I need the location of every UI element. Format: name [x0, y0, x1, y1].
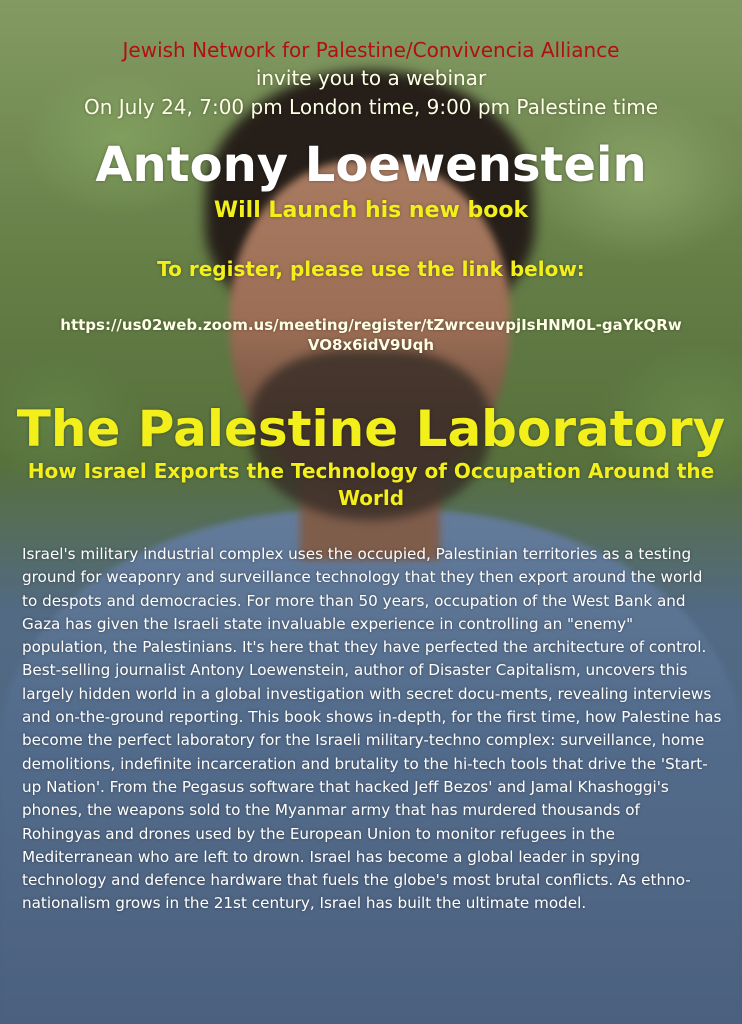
- book-subtitle: How Israel Exports the Technology of Occupation Around the World: [27, 459, 715, 510]
- organizer-name: Jewish Network for Palestine/Convivencia Alliance: [122, 38, 620, 62]
- book-description: [22, 543, 722, 916]
- author-name: Antony Loewenstein: [95, 137, 647, 193]
- event-date-time: On July 24, 7:00 pm London time, 9:00 pm Palestine time: [83, 95, 659, 119]
- description-paragraph-1: Israel's military industrial complex uses the occupied, Palestinian territories as a testing ground for weaponry and surveillance technology that they then export around the world to despots and democracies. For more than 50 years, occupation of the West Bank and Gaza has given the Israeli state invaluable experience in controlling an "enemy" population, the Palestinians. It's here that they have perfected the architecture of control.: [22, 545, 707, 657]
- invite-line: invite you to a webinar: [255, 66, 487, 90]
- launch-line: Will Launch his new book: [213, 198, 529, 223]
- book-title: The Palestine Laboratory: [16, 400, 726, 458]
- description-paragraph-2: Best-selling journalist Antony Loewenstein, author of Disaster Capitalism, uncovers this largely hidden world in a global investigation with secret docu-ments, revealing interviews and on-the-ground reporting. This book shows in-depth, for the first time, how Palestine has become the perfect laboratory for the Israeli military-techno complex: surveillance, home demolitions, indefinite incarceration and brutality to the hi-tech tools that drive the 'Start-up Nation'. From the Pegasus software that hacked Jeff Bezos' and Jamal Khashoggi's phones, the weapons sold to the Myanmar army that has murdered thousands of Rohingyas and drones used by the European Union to monitor refugees in the Mediterranean who are left to drown. Israel has become a global leader in spying technology and defence hardware that fuels the globe's most brutal conflicts. As ethno-nationalism grows in the 21st century, Israel has built the ultimate model.: [22, 661, 722, 913]
- registration-link[interactable]: https://us02web.zoom.us/meeting/register/tZwrceuvpjIsHNM0L-gaYkQRwVO8x6idV9Uqh: [60, 316, 682, 354]
- register-prompt: To register, please use the link below:: [157, 257, 585, 281]
